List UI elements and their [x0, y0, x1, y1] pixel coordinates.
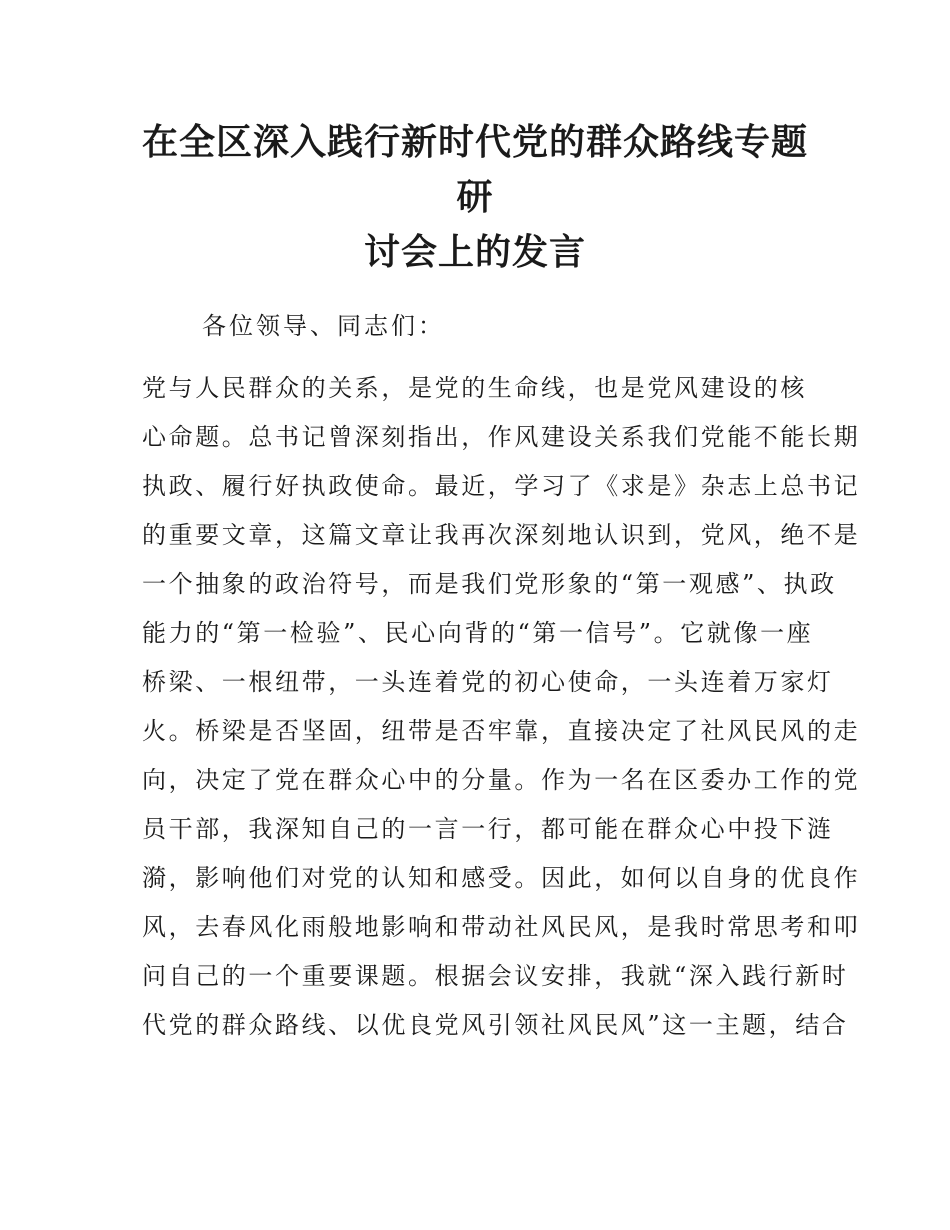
body-line: 桥梁、一根纽带，一头连着党的初心使命，一头连着万家灯 — [142, 668, 834, 696]
body-line: 火。桥梁是否坚固，纽带是否牢靠，直接决定了社风民风的走 — [142, 717, 861, 745]
title-line: 讨会上的发言 — [363, 231, 586, 273]
body-line: 党与人民群众的关系，是党的生命线，也是党风建设的核 — [142, 374, 807, 402]
body-line: 风，去春风化雨般地影响和带动社风民风，是我时常思考和叩 — [142, 913, 861, 941]
body-line: 向，决定了党在群众心中的分量。作为一名在区委办工作的党 — [142, 766, 861, 794]
body-line: 心命题。总书记曾深刻指出，作风建设关系我们党能不能长期 — [142, 423, 861, 451]
title-line: 在全区深入践行新时代党的群众路线专题研 — [141, 121, 808, 218]
salutation: 各位领导、同志们： — [202, 312, 445, 340]
body-line: 能力的“第一检验”、民心向背的“第一信号”。它就像一座 — [142, 619, 814, 647]
body-line: 漪，影响他们对党的认知和感受。因此，如何以自身的优良作 — [142, 864, 861, 892]
body-line: 的重要文章，这篇文章让我再次深刻地认识到，党风，绝不是 — [142, 521, 861, 549]
body-paragraph — [142, 368, 861, 1054]
body-line: 员干部，我深知自己的一言一行，都可能在群众心中投下涟 — [142, 815, 834, 843]
body-line: 问自己的一个重要课题。根据会议安排，我就“深入践行新时 — [142, 962, 849, 990]
document-title — [140, 115, 810, 280]
body-line: 代党的群众路线、以优良党风引领社风民风”这一主题，结合 — [142, 1011, 849, 1039]
body-line: 执政、履行好执政使命。最近，学习了《求是》杂志上总书记 — [142, 472, 861, 500]
body-line: 一个抽象的政治符号，而是我们党形象的“第一观感”、执政 — [142, 570, 837, 598]
